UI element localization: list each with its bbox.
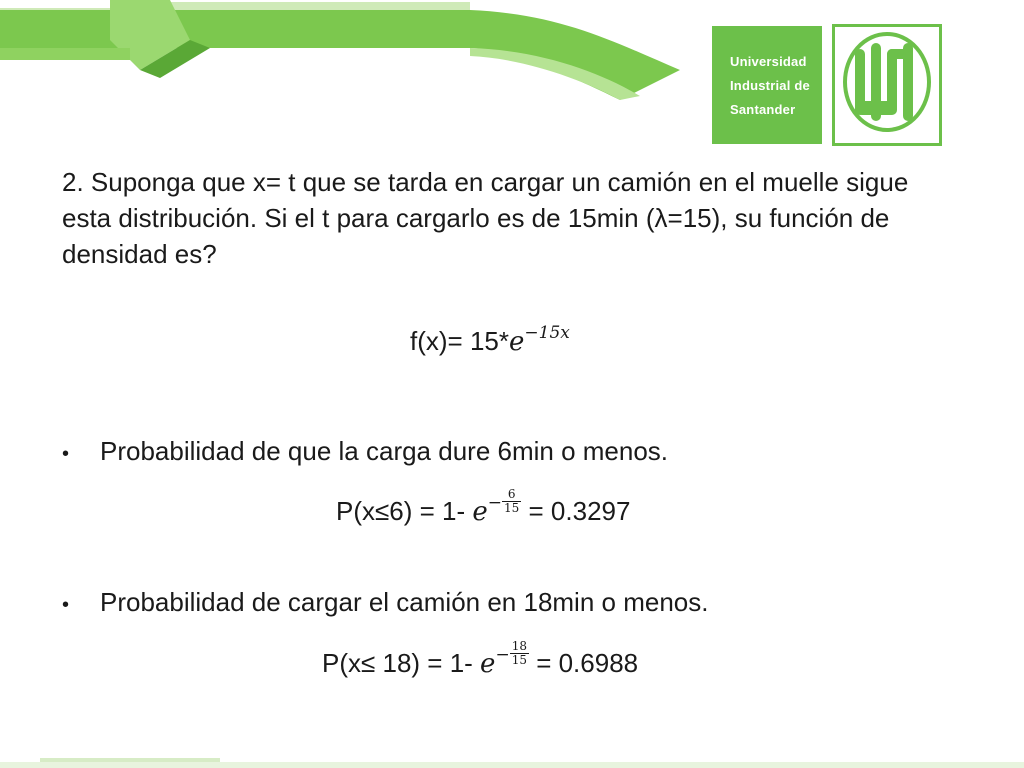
density-function-formula (410, 323, 570, 357)
list-item-probability-6min (62, 436, 668, 467)
formula-exponent-fraction (502, 488, 521, 515)
formula-result: = 0.3297 (521, 496, 631, 526)
formula-exponent-sign: − (495, 645, 510, 665)
formula-exponent-fraction (510, 640, 529, 667)
logo-line-1: Universidad (730, 54, 807, 69)
density-lhs: f(x)= 15* (410, 326, 509, 356)
uis-monogram-icon (832, 24, 942, 146)
formula-lhs: P(x≤ 18) = 1- (322, 648, 481, 678)
density-base: e (509, 327, 525, 357)
list-item-text: Probabilidad de que la carga dure 6min o menos. (100, 436, 669, 466)
fraction-denominator: 15 (504, 500, 520, 515)
logo-line-3: Santander (730, 102, 796, 117)
problem-statement (62, 164, 962, 272)
bullet-icon: • (62, 443, 70, 465)
uis-monogram-graphic (835, 27, 939, 143)
fraction-numerator: 6 (502, 488, 521, 502)
formula-exponent-sign: − (487, 493, 503, 513)
formula-result: = 0.6988 (528, 648, 639, 678)
formula-base: e (472, 497, 488, 527)
formula-lhs: P(x≤6) = 1- (336, 496, 473, 526)
bullet-icon: • (62, 594, 70, 616)
footer-decoration (0, 750, 1024, 768)
fraction-denominator: 15 (511, 652, 527, 667)
list-item-probability-18min (62, 587, 708, 618)
formula-base: e (480, 649, 496, 679)
probability-formula-18min (322, 638, 639, 679)
density-exponent: −15x (524, 323, 570, 343)
university-name-logo (712, 26, 822, 144)
problem-text: 2. Suponga que x= t que se tarda en cargar un camión en el muelle sigue esta distribución. Si el t para cargarlo es de 15min (λ=15), su función de densidad es? (62, 167, 909, 269)
probability-formula-6min (336, 486, 631, 527)
list-item-text: Probabilidad de cargar el camión en 18min o menos. (100, 587, 709, 617)
fraction-numerator: 18 (511, 638, 527, 653)
logo-line-2: Industrial de (730, 78, 810, 93)
